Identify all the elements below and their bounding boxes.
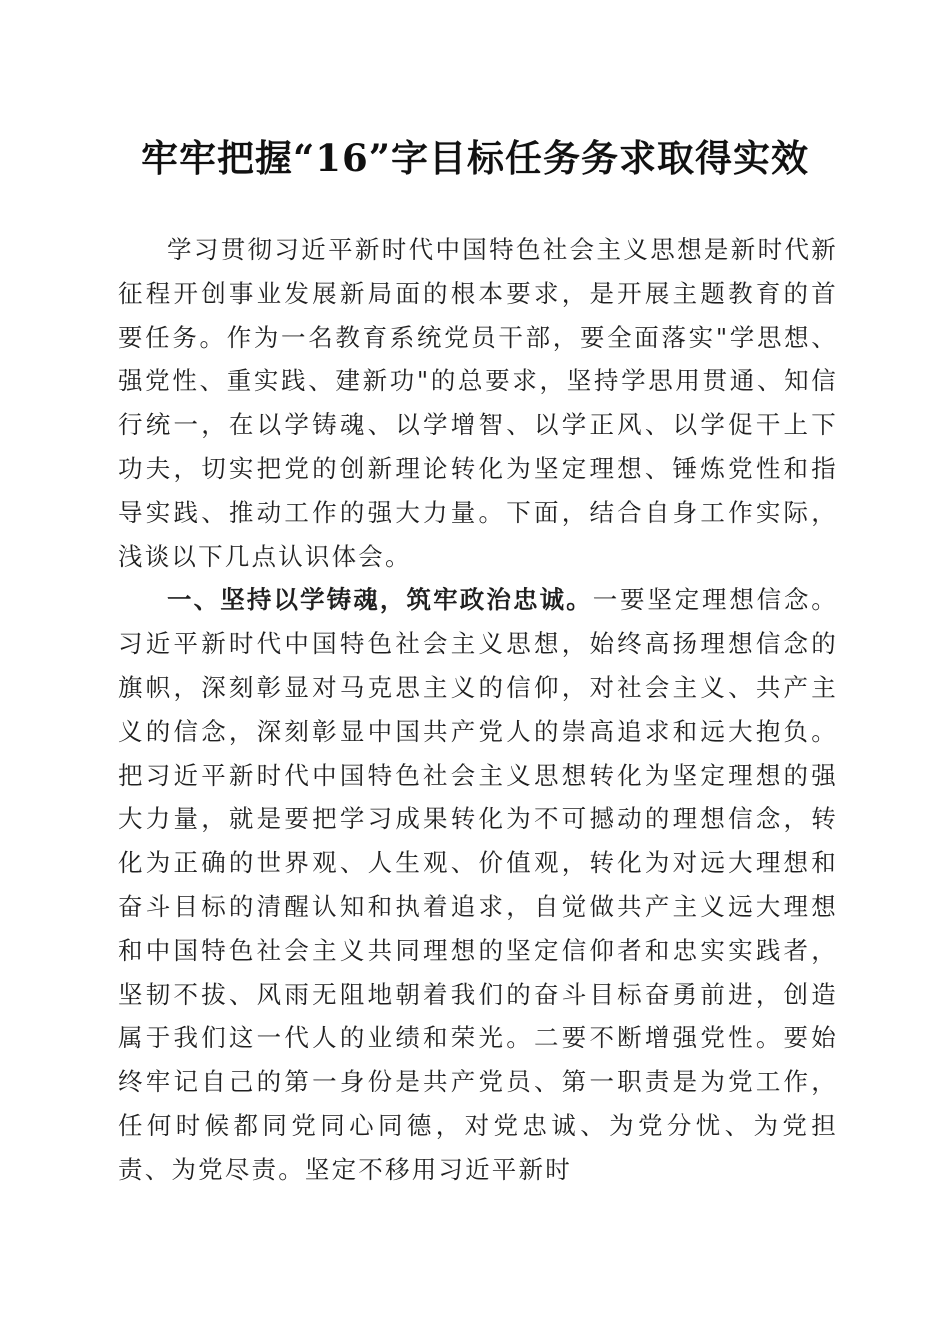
section-1-paragraph bbox=[118, 578, 838, 1191]
section-1-heading: 一、坚持以学铸魂，筑牢政治忠诚。 bbox=[167, 585, 593, 615]
document-title: 牢牢把握“16”字目标任务务求取得实效 bbox=[140, 136, 810, 180]
document-body bbox=[118, 228, 838, 1192]
section-1-text: 一要坚定理想信念。习近平新时代中国特色社会主义思想，始终高扬理想信念的旗帜，深刻彰显对马克思主义的信仰，对社会主义、共产主义的信念，深刻彰显中国共产党人的崇高追求和远大抱负。把习近平新时代中国特色社会主义思想转化为坚定理想的强大力量，就是要把学习成果转化为不可撼动的理想信念，转化为正确的世界观、人生观、价值观，转化为对远大理想和奋斗目标的清醒认知和执着追求，自觉做共产主义远大理想和中国特色社会主义共同理想的坚定信仰者和忠实实践者，坚韧不拔、风雨无阻地朝着我们的奋斗目标奋勇前进，创造属于我们这一代人的业绩和荣光。二要不断增强党性。要始终牢记自己的第一身份是共产党员、第一职责是为党工作，任何时候都同党同心同德，对党忠诚、为党分忧、为党担责、为党尽责。坚定不移用习近平新时 bbox=[118, 585, 838, 1184]
intro-paragraph: 学习贯彻习近平新时代中国特色社会主义思想是新时代新征程开创事业发展新局面的根本要求，是开展主题教育的首要任务。作为一名教育系统党员干部，要全面落实"学思想、强党性、重实践、建新功"的总要求，坚持学思用贯通、知信行统一，在以学铸魂、以学增智、以学正风、以学促干上下功夫，切实把党的创新理论转化为坚定理想、锤炼党性和指导实践、推动工作的强大力量。下面，结合自身工作实际，浅谈以下几点认识体会。 bbox=[118, 235, 838, 571]
